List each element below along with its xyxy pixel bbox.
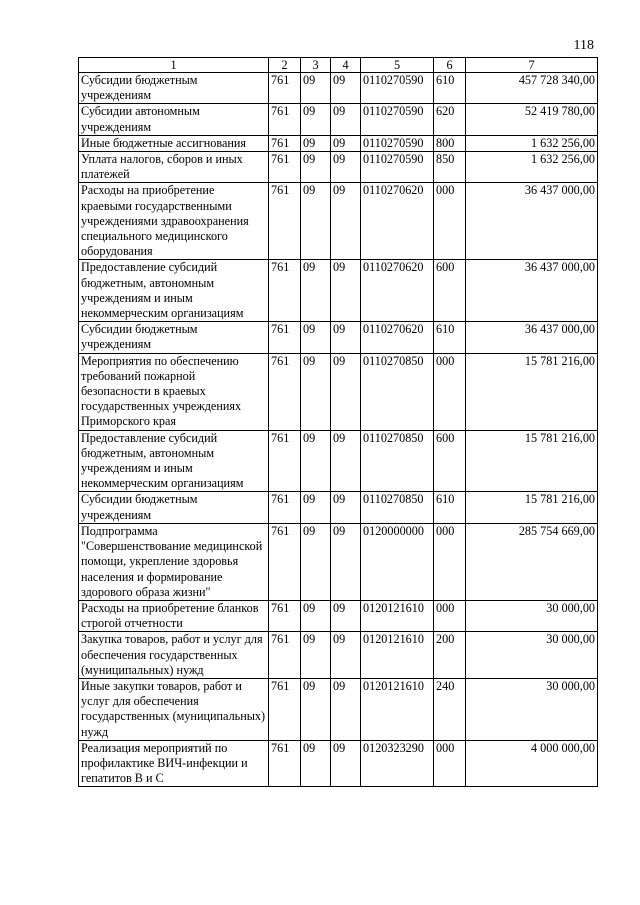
table-row: [79, 523, 598, 600]
target-article-cell: 0110270590: [361, 152, 434, 183]
section-code-cell: 09: [301, 135, 331, 151]
ministry-code-cell: 761: [269, 104, 301, 135]
table-row: [79, 492, 598, 523]
ministry-code-cell: 761: [269, 183, 301, 260]
row-name-cell: Субсидии бюджетным учреждениям: [79, 492, 269, 523]
ministry-code-cell: 761: [269, 152, 301, 183]
row-name-cell: Предоставление субсидий бюджетным, автономным учреждениям и иным некоммерческим организациям: [79, 260, 269, 322]
ministry-code-cell: 761: [269, 678, 301, 740]
ministry-code-cell: 761: [269, 492, 301, 523]
ministry-code-cell: 761: [269, 135, 301, 151]
amount-cell: 30 000,00: [466, 600, 598, 631]
ministry-code-cell: 761: [269, 632, 301, 679]
target-article-cell: 0110270850: [361, 353, 434, 430]
amount-cell: 457 728 340,00: [466, 73, 598, 104]
subsection-code-cell: 09: [331, 353, 361, 430]
table-header-row: [79, 58, 598, 73]
expense-type-cell: 600: [434, 430, 466, 492]
subsection-code-cell: 09: [331, 152, 361, 183]
section-code-cell: 09: [301, 632, 331, 679]
section-code-cell: 09: [301, 678, 331, 740]
target-article-cell: 0120000000: [361, 523, 434, 600]
table-row: [79, 260, 598, 322]
expense-type-cell: 610: [434, 73, 466, 104]
row-name-cell: Мероприятия по обеспечению требований пожарной безопасности в краевых государственных учреждениях Приморского края: [79, 353, 269, 430]
table-row: [79, 135, 598, 151]
ministry-code-cell: 761: [269, 430, 301, 492]
expense-type-cell: 000: [434, 523, 466, 600]
table-row: [79, 73, 598, 104]
amount-cell: 30 000,00: [466, 632, 598, 679]
table-row: [79, 430, 598, 492]
expense-type-cell: 800: [434, 135, 466, 151]
budget-table: [78, 57, 598, 787]
expense-type-cell: 240: [434, 678, 466, 740]
amount-cell: 1 632 256,00: [466, 135, 598, 151]
target-article-cell: 0120121610: [361, 600, 434, 631]
row-name-cell: Уплата налогов, сборов и иных платежей: [79, 152, 269, 183]
subsection-code-cell: 09: [331, 523, 361, 600]
column-header: 4: [331, 58, 361, 73]
table-row: [79, 353, 598, 430]
column-header: 6: [434, 58, 466, 73]
row-name-cell: Субсидии автономным учреждениям: [79, 104, 269, 135]
row-name-cell: Предоставление субсидий бюджетным, автономным учреждениям и иным некоммерческим организациям: [79, 430, 269, 492]
section-code-cell: 09: [301, 492, 331, 523]
row-name-cell: Иные бюджетные ассигнования: [79, 135, 269, 151]
table-row: [79, 740, 598, 787]
expense-type-cell: 600: [434, 260, 466, 322]
expense-type-cell: 000: [434, 600, 466, 631]
subsection-code-cell: 09: [331, 183, 361, 260]
column-header: 2: [269, 58, 301, 73]
section-code-cell: 09: [301, 353, 331, 430]
table-row: [79, 678, 598, 740]
amount-cell: 36 437 000,00: [466, 183, 598, 260]
ministry-code-cell: 761: [269, 260, 301, 322]
subsection-code-cell: 09: [331, 322, 361, 353]
row-name-cell: Иные закупки товаров, работ и услуг для обеспечения государственных (муниципальных) нужд: [79, 678, 269, 740]
subsection-code-cell: 09: [331, 104, 361, 135]
ministry-code-cell: 761: [269, 322, 301, 353]
section-code-cell: 09: [301, 73, 331, 104]
target-article-cell: 0110270590: [361, 104, 434, 135]
target-article-cell: 0110270620: [361, 183, 434, 260]
target-article-cell: 0110270850: [361, 430, 434, 492]
expense-type-cell: 000: [434, 183, 466, 260]
section-code-cell: 09: [301, 104, 331, 135]
ministry-code-cell: 761: [269, 740, 301, 787]
target-article-cell: 0110270850: [361, 492, 434, 523]
column-header: 1: [79, 58, 269, 73]
column-header: 3: [301, 58, 331, 73]
page-number: 118: [573, 38, 594, 53]
subsection-code-cell: 09: [331, 632, 361, 679]
expense-type-cell: 850: [434, 152, 466, 183]
amount-cell: 15 781 216,00: [466, 430, 598, 492]
amount-cell: 36 437 000,00: [466, 260, 598, 322]
target-article-cell: 0110270620: [361, 260, 434, 322]
subsection-code-cell: 09: [331, 600, 361, 631]
section-code-cell: 09: [301, 430, 331, 492]
section-code-cell: 09: [301, 260, 331, 322]
expense-type-cell: 610: [434, 492, 466, 523]
amount-cell: 15 781 216,00: [466, 353, 598, 430]
subsection-code-cell: 09: [331, 430, 361, 492]
table-row: [79, 104, 598, 135]
row-name-cell: Субсидии бюджетным учреждениям: [79, 322, 269, 353]
subsection-code-cell: 09: [331, 73, 361, 104]
column-header: 7: [466, 58, 598, 73]
column-header: 5: [361, 58, 434, 73]
section-code-cell: 09: [301, 152, 331, 183]
expense-type-cell: 000: [434, 740, 466, 787]
ministry-code-cell: 761: [269, 523, 301, 600]
row-name-cell: Подпрограмма "Совершенствование медицинской помощи, укрепление здоровья населения и формирование здорового образа жизни": [79, 523, 269, 600]
amount-cell: 30 000,00: [466, 678, 598, 740]
row-name-cell: Расходы на приобретение краевыми государственными учреждениями здравоохранения специального медицинского оборудования: [79, 183, 269, 260]
target-article-cell: 0110270620: [361, 322, 434, 353]
table-body: [79, 73, 598, 787]
subsection-code-cell: 09: [331, 740, 361, 787]
amount-cell: 4 000 000,00: [466, 740, 598, 787]
expense-type-cell: 610: [434, 322, 466, 353]
ministry-code-cell: 761: [269, 73, 301, 104]
section-code-cell: 09: [301, 740, 331, 787]
expense-type-cell: 620: [434, 104, 466, 135]
subsection-code-cell: 09: [331, 678, 361, 740]
target-article-cell: 0110270590: [361, 135, 434, 151]
expense-type-cell: 200: [434, 632, 466, 679]
row-name-cell: Закупка товаров, работ и услуг для обеспечения государственных (муниципальных) нужд: [79, 632, 269, 679]
target-article-cell: 0120121610: [361, 632, 434, 679]
section-code-cell: 09: [301, 523, 331, 600]
table-row: [79, 322, 598, 353]
ministry-code-cell: 761: [269, 353, 301, 430]
section-code-cell: 09: [301, 322, 331, 353]
table-row: [79, 152, 598, 183]
ministry-code-cell: 761: [269, 600, 301, 631]
table-row: [79, 632, 598, 679]
target-article-cell: 0120323290: [361, 740, 434, 787]
row-name-cell: Реализация мероприятий по профилактике ВИЧ-инфекции и гепатитов В и С: [79, 740, 269, 787]
table-row: [79, 600, 598, 631]
table-row: [79, 183, 598, 260]
row-name-cell: Расходы на приобретение бланков строгой отчетности: [79, 600, 269, 631]
amount-cell: 36 437 000,00: [466, 322, 598, 353]
subsection-code-cell: 09: [331, 492, 361, 523]
amount-cell: 52 419 780,00: [466, 104, 598, 135]
section-code-cell: 09: [301, 183, 331, 260]
subsection-code-cell: 09: [331, 260, 361, 322]
target-article-cell: 0120121610: [361, 678, 434, 740]
amount-cell: 15 781 216,00: [466, 492, 598, 523]
row-name-cell: Субсидии бюджетным учреждениям: [79, 73, 269, 104]
amount-cell: 1 632 256,00: [466, 152, 598, 183]
expense-type-cell: 000: [434, 353, 466, 430]
target-article-cell: 0110270590: [361, 73, 434, 104]
amount-cell: 285 754 669,00: [466, 523, 598, 600]
section-code-cell: 09: [301, 600, 331, 631]
subsection-code-cell: 09: [331, 135, 361, 151]
